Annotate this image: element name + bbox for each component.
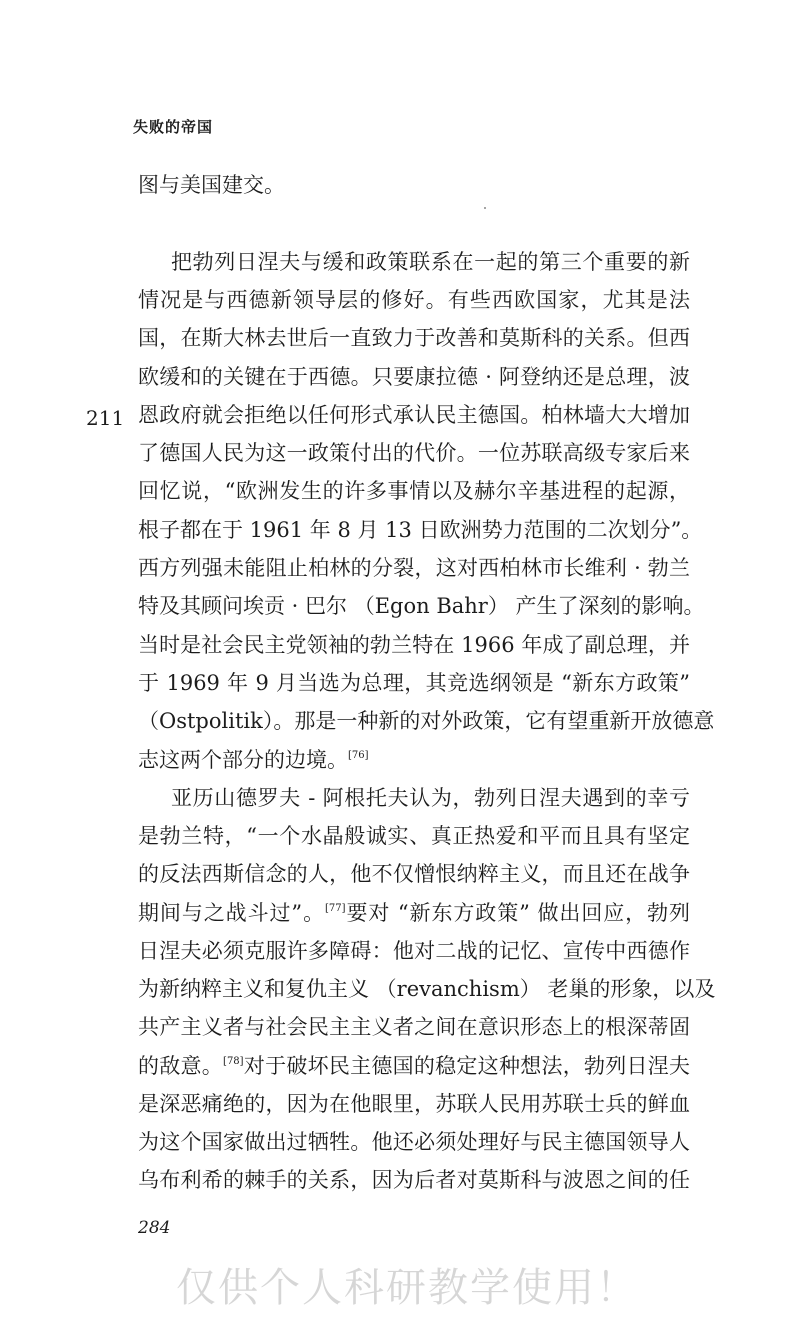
text-segment: 特及其顾问埃贡 · 巴尔 （Egon Bahr） 产生了深刻的影响。 <box>138 594 705 618</box>
text-line <box>138 367 690 388</box>
text-line <box>138 1017 690 1038</box>
text-line <box>138 673 690 694</box>
text-line <box>138 518 703 542</box>
text-line <box>138 635 690 656</box>
text-segment: 乌布利希的棘手的关系，因为后者对莫斯科与波恩之间的任 <box>138 1168 690 1192</box>
text-line <box>138 864 690 885</box>
text-line <box>138 175 690 196</box>
text-line <box>138 903 690 924</box>
text-segment: 是勃兰特，“一个水晶般诚实、真正热爱和平而且具有坚定 <box>138 824 690 848</box>
text-line <box>138 941 690 962</box>
text-segment: 对于破坏民主德国的稳定这种想法，勃列日涅夫 <box>243 1054 691 1078</box>
footnote-ref: [78] <box>223 1056 244 1067</box>
scan-speck <box>484 207 486 209</box>
text-line <box>138 1132 690 1153</box>
text-line <box>138 443 690 464</box>
text-segment: 西方列强未能阻止柏林的分裂，这对西柏林市长维利 · 勃兰 <box>138 556 690 580</box>
text-segment: 当时是社会民主党领袖的勃兰特在 1966 年成了副总理，并 <box>138 633 690 657</box>
page-number: 284 <box>138 1218 171 1238</box>
text-segment: 于 1969 年 9 月当选为总理，其竞选纲领是 “新东方政策” <box>138 671 690 695</box>
text-segment: 日涅夫必须克服许多障碍：他对二战的记忆、宣传中西德作 <box>138 939 690 963</box>
text-segment: 根子都在于 1961 年 8 月 13 日欧洲势力范围的二次划分”。 <box>138 518 703 542</box>
text-segment: 了德国人民为这一政策付出的代价。一位苏联高级专家后来 <box>138 441 690 465</box>
footnote-ref: [76] <box>348 750 369 761</box>
text-segment: 亚历山德罗夫 - 阿根托夫认为，勃列日涅夫遇到的幸亏 <box>171 786 690 810</box>
text-segment: 把勃列日涅夫与缓和政策联系在一起的第三个重要的新 <box>171 250 690 274</box>
text-line <box>138 709 715 733</box>
text-line <box>138 826 690 847</box>
original-page-number: 211 <box>86 406 125 430</box>
text-line <box>138 594 705 618</box>
text-segment: 情况是与西德新领导层的修好。有些西欧国家，尤其是法 <box>138 288 690 312</box>
text-line <box>138 558 690 579</box>
text-segment: 志这两个部分的边境。 <box>138 748 348 772</box>
text-line <box>138 750 690 771</box>
text-segment: 欧缓和的关键在于西德。只要康拉德 · 阿登纳还是总理，波 <box>138 365 690 389</box>
text-segment: 图与美国建交。 <box>138 173 285 197</box>
text-line <box>138 977 716 1001</box>
text-segment: 共产主义者与社会民主主义者之间在意识形态上的根深蒂固 <box>138 1015 690 1039</box>
text-line <box>138 1094 690 1115</box>
text-segment: 为这个国家做出过牺牲。他还必须处理好与民主德国领导人 <box>138 1130 690 1154</box>
text-segment: 期间与之战斗过”。 <box>138 901 326 925</box>
footnote-ref: [77] <box>325 903 346 914</box>
text-segment: 是深恶痛绝的，因为在他眼里，苏联人民用苏联士兵的鲜血 <box>138 1092 690 1116</box>
text-segment: 国，在斯大林去世后一直致力于改善和莫斯科的关系。但西 <box>138 326 690 350</box>
text-segment: 要对 “新东方政策” 做出回应，勃列 <box>345 901 690 925</box>
text-line <box>138 405 690 426</box>
text-line <box>138 290 690 311</box>
text-line <box>171 252 690 273</box>
text-segment: （Ostpolitik）。那是一种新的对外政策，它有望重新开放德意 <box>138 709 715 733</box>
text-line <box>138 481 690 502</box>
text-line <box>138 328 690 349</box>
text-line <box>138 1170 690 1191</box>
text-line <box>171 788 690 809</box>
text-segment: 为新纳粹主义和复仇主义 （revanchism） 老巢的形象，以及 <box>138 977 716 1001</box>
text-segment: 恩政府就会拒绝以任何形式承认民主德国。柏林墙大大增加 <box>138 403 690 427</box>
running-header: 失败的帝国 <box>133 118 214 136</box>
text-line <box>138 1056 690 1077</box>
text-segment: 的反法西斯信念的人，他不仅憎恨纳粹主义，而且还在战争 <box>138 862 690 886</box>
text-segment: 的敌意。 <box>138 1054 224 1078</box>
text-segment: 回忆说，“欧洲发生的许多事情以及赫尔辛基进程的起源， <box>138 479 690 503</box>
watermark: 仅供个人科研教学使用！ <box>176 1265 638 1311</box>
